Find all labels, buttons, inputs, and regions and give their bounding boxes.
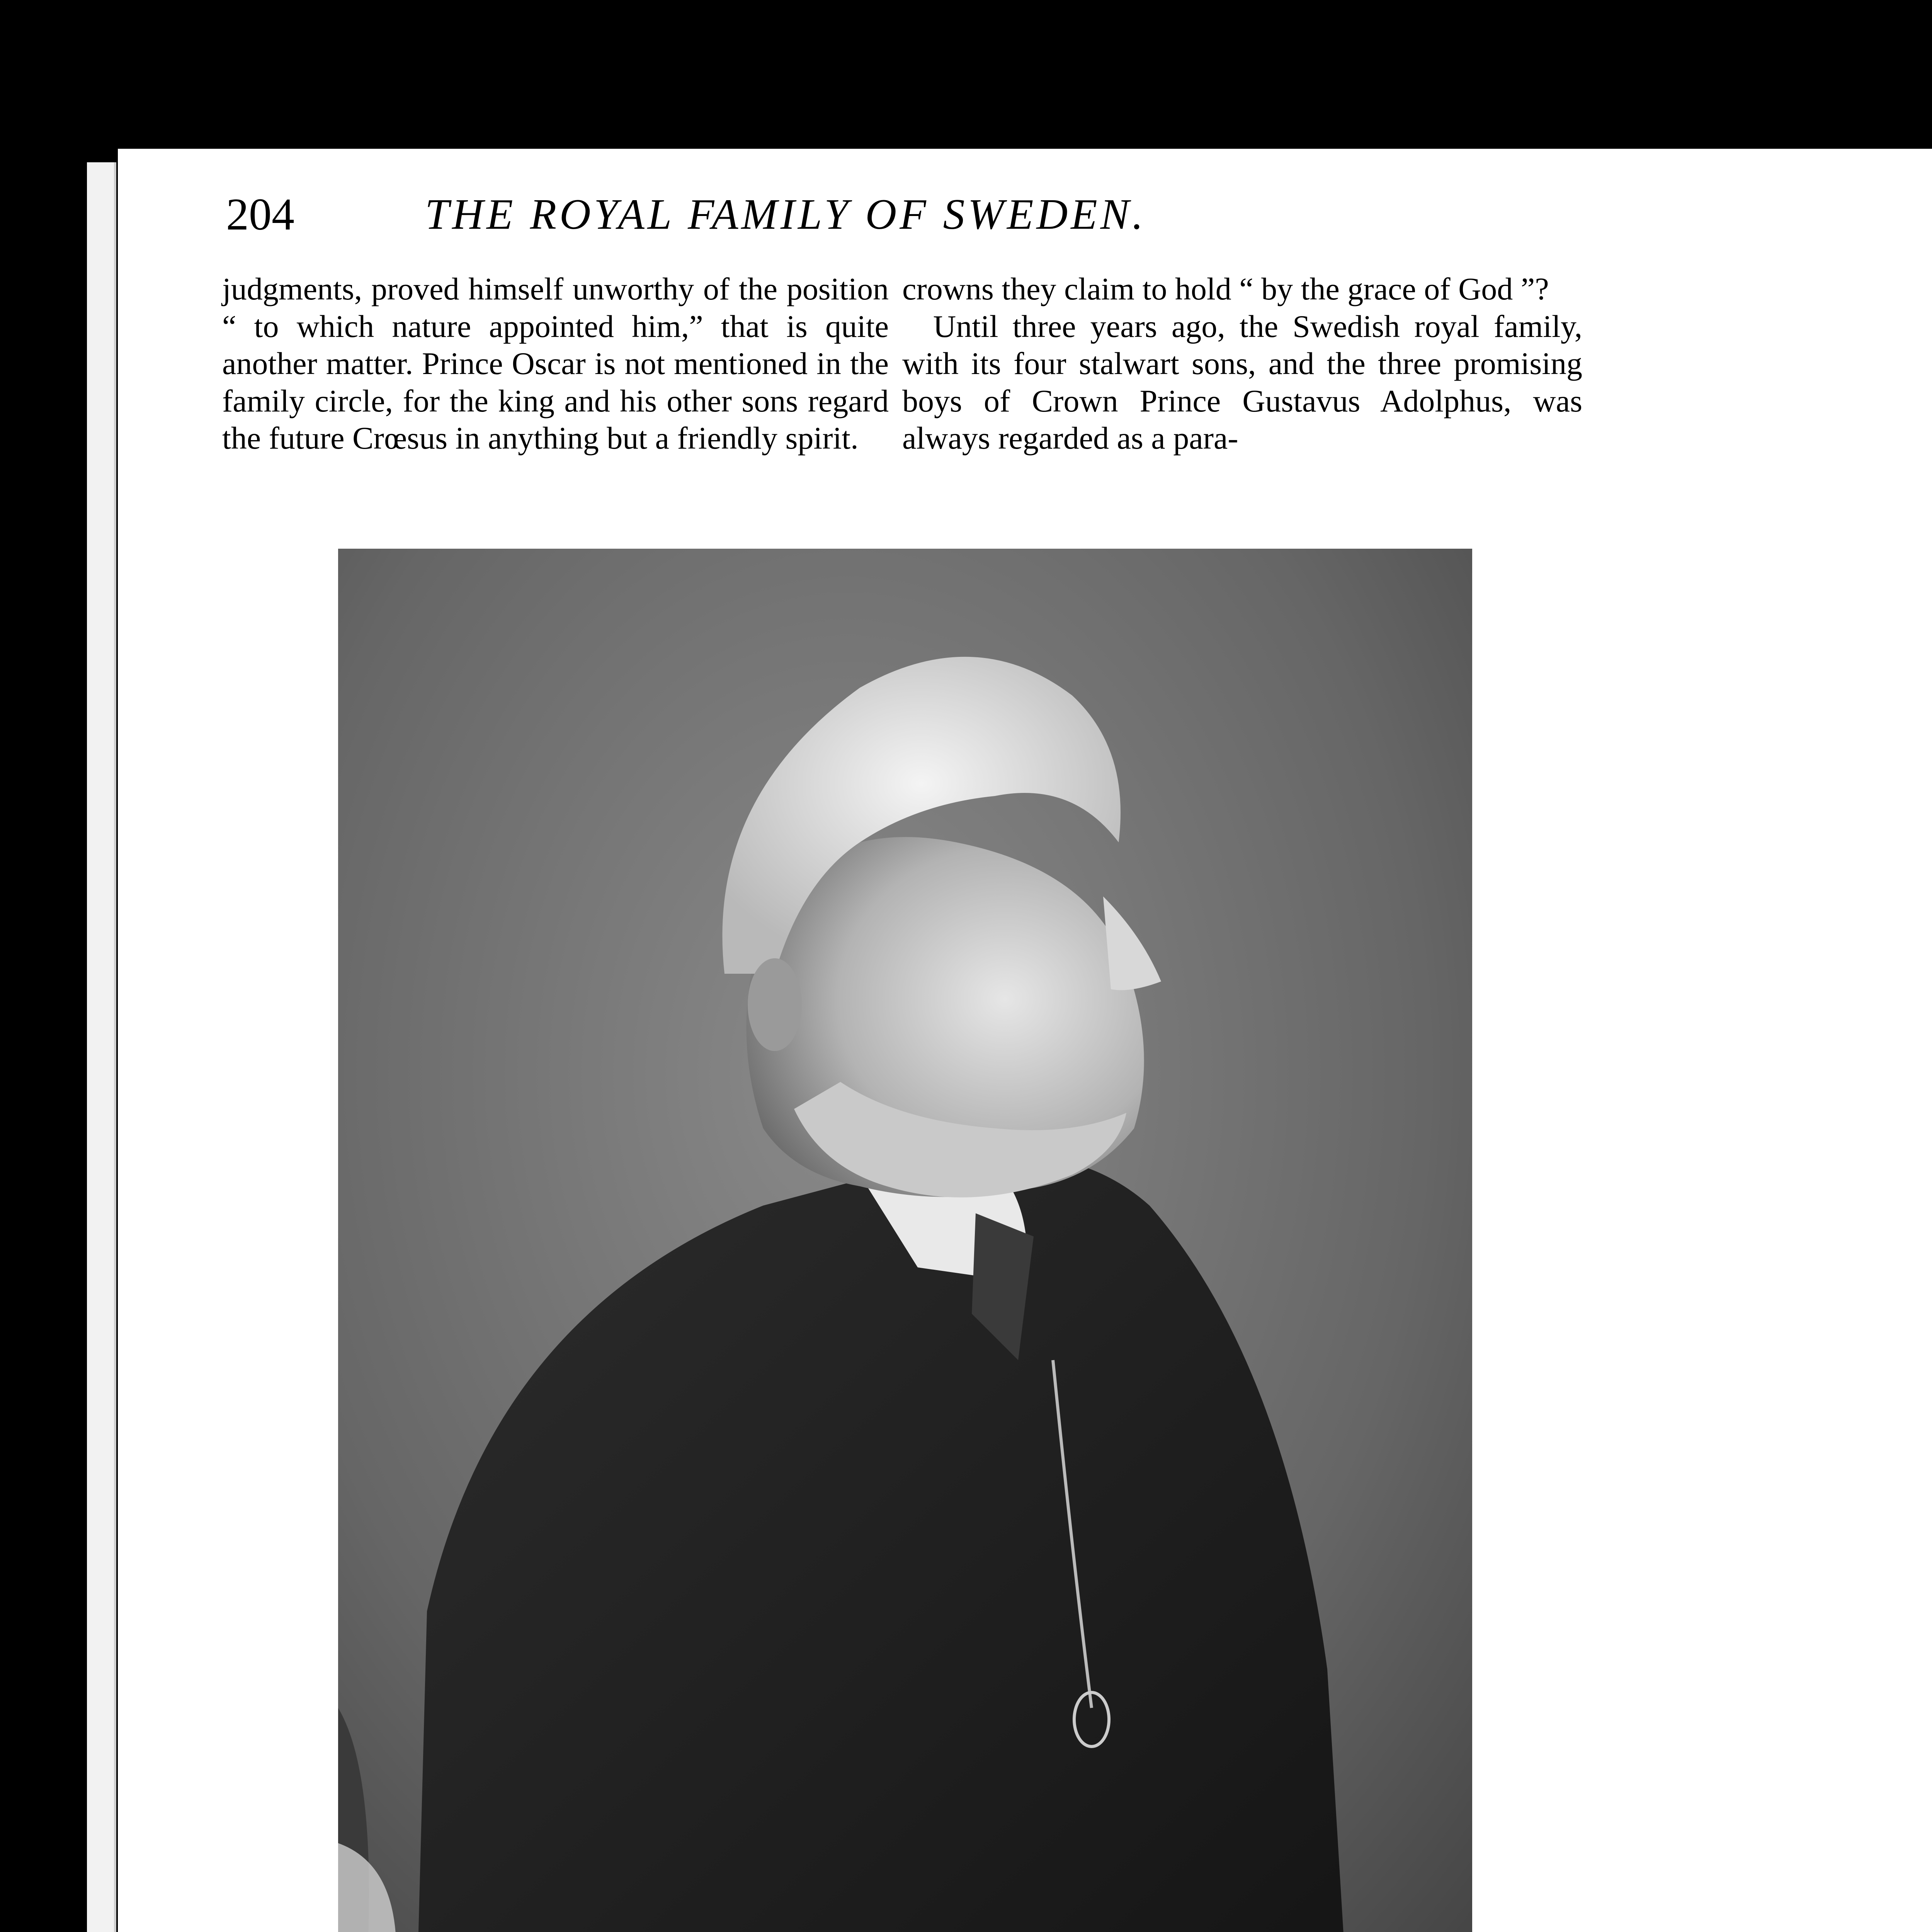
paragraph: Until three years ago, the Swedish royal family, with its four stalwart sons, and the three promising boys of Crown Prince Gustavus Adolphus, was always regarded as a para- (902, 308, 1582, 456)
page-number: 204 (226, 189, 294, 240)
previous-page-edge (87, 162, 116, 1932)
portrait-photograph-icon (338, 549, 1472, 1932)
page-header (226, 182, 1698, 247)
column-right-top (902, 270, 1582, 457)
column-left-top (222, 270, 889, 457)
paragraph: crowns they claim to hold “ by the grace of God ”? (902, 271, 1549, 306)
paragraph: judgments, proved himself unworthy of the position “ to which nature appointed him,” that is quite another matter. Prince Oscar is not mentioned in the family circle, for the king and his other sons regard the future Crœsus in anything but a friendly spirit. (222, 271, 889, 456)
running-title: THE ROYAL FAMILY OF SWEDEN. (425, 190, 1146, 238)
king-portrait-photo (338, 549, 1472, 1932)
